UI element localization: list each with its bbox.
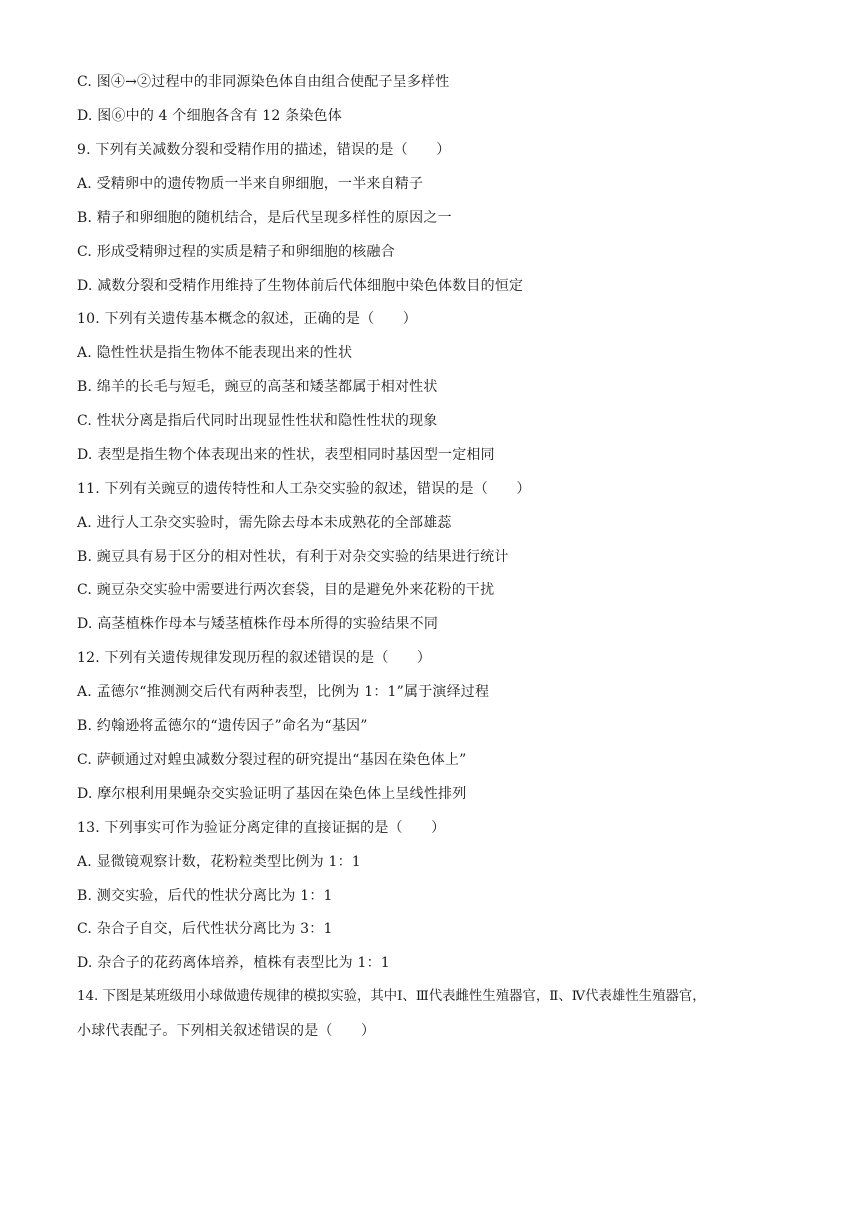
option-b-q10: B. 绵羊的长毛与短毛，豌豆的高茎和矮茎都属于相对性状 [77, 379, 438, 395]
option-c-q10: C. 性状分离是指后代同时出现显性性状和隐性性状的现象 [77, 413, 438, 429]
option-b-q9: B. 精子和卵细胞的随机结合，是后代呈现多样性的原因之一 [77, 210, 452, 226]
question-10: 10. 下列有关遗传基本概念的叙述，正确的是（ ） [77, 311, 417, 327]
option-a-q11: A. 进行人工杂交实验时，需先除去母本未成熟花的全部雄蕊 [77, 515, 452, 531]
option-b-q12: B. 约翰逊将孟德尔的“遗传因子”命名为“基因” [77, 718, 368, 734]
question-11: 11. 下列有关豌豆的遗传特性和人工杂交实验的叙述，错误的是（ ） [77, 481, 531, 497]
option-a-q12: A. 孟德尔“推测测交后代有两种表型，比例为 1：1”属于演绎过程 [77, 684, 490, 700]
option-b-q11: B. 豌豆具有易于区分的相对性状，有利于对杂交实验的结果进行统计 [77, 549, 509, 565]
option-d-q11: D. 高茎植株作母本与矮茎植株作母本所得的实验结果不同 [77, 616, 439, 632]
option-d-q13: D. 杂合子的花药离体培养，植株有表型比为 1：1 [77, 955, 390, 971]
question-12: 12. 下列有关遗传规律发现历程的叙述错误的是（ ） [77, 650, 432, 666]
option-c-q13: C. 杂合子自交，后代性状分离比为 3：1 [77, 921, 333, 937]
option-d-q8: D. 图⑥中的 4 个细胞各含有 12 条染色体 [77, 108, 342, 124]
question-14: 14. 下图是某班级用小球做遗传规律的模拟实验，其中Ⅰ、Ⅲ代表雌性生殖器官，Ⅱ、Ⅳ代表雄性生殖器官， [77, 989, 706, 1004]
option-c-q11: C. 豌豆杂交实验中需要进行两次套袋，目的是避免外来花粉的干扰 [77, 582, 495, 598]
option-a-q9: A. 受精卵中的遗传物质一半来自卵细胞，一半来自精子 [77, 176, 424, 192]
question-9: 9. 下列有关减数分裂和受精作用的描述，错误的是（ ） [77, 142, 451, 158]
option-d-q9: D. 减数分裂和受精作用维持了生物体前后代体细胞中染色体数目的恒定 [77, 278, 524, 294]
option-a-q13: A. 显微镜观察计数，花粉粒类型比例为 1：1 [77, 854, 361, 870]
option-c-q12: C. 萨顿通过对蝗虫减数分裂过程的研究提出“基因在染色体上” [77, 752, 467, 768]
option-c-q8: C. 图④→②过程中的非同源染色体自由组合使配子呈多样性 [77, 74, 450, 90]
option-a-q10: A. 隐性性状是指生物体不能表现出来的性状 [77, 345, 353, 361]
option-b-q13: B. 测交实验，后代的性状分离比为 1：1 [77, 888, 333, 904]
question-14-continued: 小球代表配子。下列相关叙述错误的是（ ） [77, 1023, 376, 1039]
option-c-q9: C. 形成受精卵过程的实质是精子和卵细胞的核融合 [77, 244, 395, 260]
option-d-q12: D. 摩尔根利用果蝇杂交实验证明了基因在染色体上呈线性排列 [77, 786, 467, 802]
question-13: 13. 下列事实可作为验证分离定律的直接证据的是（ ） [77, 820, 446, 836]
option-d-q10: D. 表型是指生物个体表现出来的性状，表型相同时基因型一定相同 [77, 447, 495, 463]
